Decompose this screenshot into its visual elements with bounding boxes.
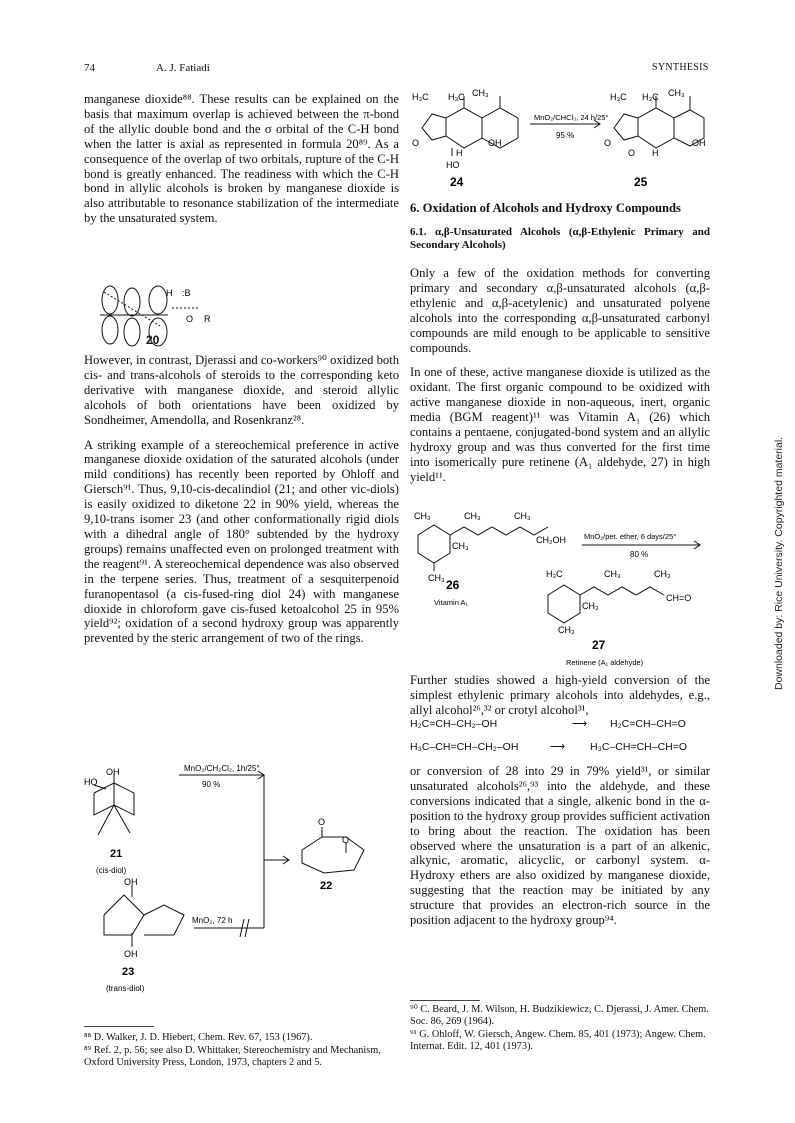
ch2oh-label: CH₂OH bbox=[536, 535, 566, 545]
orbital-diagram-20 bbox=[90, 282, 270, 354]
o-label: O bbox=[604, 138, 612, 148]
ch3-label: CH₃ bbox=[668, 88, 685, 98]
watermark-text: Downloaded by: Rice University. Copyrighted material. bbox=[773, 436, 785, 690]
compound-label-23: 23 bbox=[122, 966, 135, 978]
r-label: R bbox=[204, 314, 211, 324]
ch3-label: CH₃ bbox=[414, 511, 431, 521]
yield-label: 80 % bbox=[630, 550, 649, 559]
section-title: 6. Oxidation of Alcohols and Hydroxy Compounds bbox=[410, 201, 681, 215]
paragraph: manganese dioxide⁸⁸. These results can be explained on the basis that maximum overlap is achieved between the π-bond of the allylic double bond and the σ orbital of the C-H bond when the latter is axial as represented in formula 20⁸⁹. As a consequence of the overlap of two orbitals, rupture of the C-H bond is greatly enhanced. The readiness with which the C-H bond in allylic alcohols is broken by manganese dioxide is also attributable to resonance stabilization of the intermediate by the unsaturated system. bbox=[84, 92, 399, 226]
compound-label-25: 25 bbox=[634, 175, 648, 189]
compound-label-24: 24 bbox=[450, 175, 464, 189]
equation-product: H₃C–CH=CH–CH=O bbox=[590, 741, 688, 753]
yield-label: 90 % bbox=[202, 780, 221, 789]
h-label: H bbox=[456, 148, 463, 158]
reagent-label: MnO₂/CHCl₃, 24 h/25° bbox=[534, 113, 609, 122]
running-author: A. J. Fatiadi bbox=[156, 62, 210, 74]
o-label: O bbox=[318, 817, 326, 827]
h-label: H bbox=[652, 148, 659, 158]
section-heading bbox=[410, 201, 710, 252]
reaction-arrow: ⟶ bbox=[572, 718, 588, 730]
compound-desc-23: (trans-diol) bbox=[106, 984, 145, 993]
subsection-title: 6.1. α,β-Unsaturated Alcohols (α,β-Ethylenic Primary and Secondary Alcohols) bbox=[410, 225, 710, 251]
right-text-top bbox=[410, 266, 710, 495]
ch3-label: CH₃ bbox=[558, 625, 575, 635]
o-label: O bbox=[412, 138, 420, 148]
scheme-26-27 bbox=[408, 505, 713, 695]
h-label: H bbox=[166, 288, 173, 298]
reagent-label: MnO₂/pet. ether, 6 days/25° bbox=[584, 532, 677, 541]
paragraph: However, in contrast, Djerassi and co-workers⁹⁰ oxidized both cis- and trans-alcohols of steroids to the corresponding keto derivative with manganese dioxide, and steroid allylic alcohols of both orientations have been oxidized by Sondheimer, Amendolla, and Rosenkranz²⁸. bbox=[84, 353, 399, 427]
equation-crotyl bbox=[410, 741, 710, 755]
reagent-label: MnO₂, 72 h bbox=[192, 916, 233, 925]
b-label: :B bbox=[182, 288, 191, 298]
ch3-label: CH₃ bbox=[654, 569, 671, 579]
paragraph: Only a few of the oxidation methods for converting primary and secondary α,β-unsaturated alcohols (α,β-ethylenic and α,β-acetylenic) and unsaturated polyene alcohols into the corresponding α,β-unsaturated carbonyl compounds are mild enough to be applicable to sensitive compounds. bbox=[410, 266, 710, 355]
equation-reactant: H₃C–CH=CH–CH₂–OH bbox=[410, 741, 519, 753]
oh-label: OH bbox=[692, 138, 706, 148]
ch3-label: CH₃ bbox=[472, 88, 489, 98]
ch3-label: CH₃ bbox=[464, 511, 481, 521]
ch3-label: CH₃ bbox=[514, 511, 531, 521]
equation-reactant: H₂C=CH–CH₂–OH bbox=[410, 718, 498, 730]
footnote-rule bbox=[410, 1000, 480, 1001]
compound-label-27: 27 bbox=[592, 638, 606, 652]
scheme-24-25 bbox=[412, 88, 712, 190]
journal-name: SYNTHESIS bbox=[652, 62, 709, 73]
compound-label-20: 20 bbox=[146, 333, 160, 347]
compound-label-22: 22 bbox=[320, 880, 333, 892]
compound-desc-21: (cis-diol) bbox=[96, 866, 127, 875]
o-label: O bbox=[628, 148, 636, 158]
footnote-rule bbox=[84, 1026, 154, 1027]
equation-allyl bbox=[410, 718, 710, 732]
footnote-90: ⁹⁰ C. Beard, J. M. Wilson, H. Budzikiewicz, C. Djerassi, J. Amer. Chem. Soc. 86, 269 (1964). bbox=[410, 1004, 709, 1028]
ch3-label: CH₃ bbox=[428, 573, 445, 583]
ch3-label: CH₃ bbox=[452, 541, 469, 551]
ch3-label: CH₃ bbox=[604, 569, 621, 579]
h3c-label: H₃C bbox=[642, 92, 659, 102]
oh-label: OH bbox=[124, 949, 138, 959]
scheme-21-22-23 bbox=[84, 765, 404, 1010]
reaction-arrow: ⟶ bbox=[550, 741, 566, 753]
h3c-label: H₃C bbox=[448, 92, 465, 102]
paragraph: A striking example of a stereochemical preference in active manganese dioxide oxidation of the saturated alcohols (under mild conditions) has recently been reported by Ohloff and Giersch⁹¹. Thus, 9,10-cis-decalindiol (21; and other vic-diols) is easily oxidized to diketone 22 in 90% yield, whereas the 9,10-trans isomer 23 (and other conformationally rigid diols with a dihedral angle of 180° subtended by the hydroxy groups) remains unaffected even on prolonged treatment with the reagent⁹¹. A stereochemical dependence was also observed in the terpene series. Thus, treatment of a sesquiterpenoid furanopentasol (a cis-fused-ring diol 24) with manganese dioxide in chloroform gave cis-fused ketoalcohol 25 in 95% yield⁹²; oxidation of a second hydroxy group was apparently prevented by the steric arrangement of two of the rings. bbox=[84, 437, 399, 646]
footnote-88: ⁸⁸ D. Walker, J. D. Hiebert, Chem. Rev. 67, 153 (1967). bbox=[84, 1032, 313, 1043]
footnote-91: ⁹¹ G. Ohloff, W. Giersch, Angew. Chem. 85, 401 (1973); Angew. Chem. Internat. Edit. 12, 401 (1973). bbox=[410, 1029, 706, 1053]
ho-label: HO bbox=[84, 777, 98, 787]
oh-label: OH bbox=[106, 767, 120, 777]
compound-label-21: 21 bbox=[110, 848, 123, 860]
paragraph: In one of these, active manganese dioxide is utilized as the oxidant. The first organic compound to be oxidized with active manganese dioxide in non-aqueous, inert, organic media (BGM reagent)¹¹ was Vitamin A₁ (26) which contains a pentaene, conjugated-bond system and an allylic hydroxy group and was thus converted for the first time into isomerically pure retinene (A₁ aldehyde, 27) in high yield¹¹. bbox=[410, 365, 710, 484]
footnote-89: ⁸⁹ Ref. 2, p. 56; see also D. Whittaker, Stereochemistry and Mechanism, Oxford University Press, London, 1973, chapters 2 and 5. bbox=[84, 1045, 381, 1069]
paragraph: or conversion of 28 into 29 in 79% yield³¹, or similar unsaturated alcohols²⁶,⁹³ into the aldehyde, and these conversions indicated that a single, alkenic bond in the α-position to the hydroxy group provides sufficient activation to bring about the reaction. The oxidation has been observed where the unsaturation is a part of an alkenic, alkynic, aromatic, alicyclic, or carbonyl system. α-Hydroxy ethers are also oxidized by manganese dioxide, suggesting that the reaction may be initiated by any structure that provides an electron-rich source in the position adjacent to the hydroxy group⁹⁴. bbox=[410, 764, 710, 928]
ho-label: HO bbox=[446, 160, 460, 170]
compound-desc-27: Retinene (A₁ aldehyde) bbox=[566, 658, 644, 667]
oh-label: OH bbox=[488, 138, 502, 148]
paragraph: Further studies showed a high-yield conversion of the simplest ethylenic primary alcohols into aldehydes, e.g., allyl alcohol²⁶,³² or crotyl alcohol³¹, bbox=[410, 673, 710, 717]
ch3-label: CH₃ bbox=[582, 601, 599, 611]
oh-label: OH bbox=[124, 877, 138, 887]
compound-desc-26: Vitamin A₁ bbox=[434, 598, 469, 607]
compound-label-26: 26 bbox=[446, 578, 460, 592]
left-text-top bbox=[84, 92, 399, 236]
page-number: 74 bbox=[84, 62, 95, 74]
yield-label: 95 % bbox=[556, 131, 575, 140]
left-text-middle bbox=[84, 353, 399, 656]
right-text-bottom bbox=[410, 764, 710, 938]
h3c-label: H₃C bbox=[412, 92, 429, 102]
equation-product: H₂C=CH–CH=O bbox=[610, 718, 686, 730]
aldehyde-label: CH=O bbox=[666, 593, 692, 603]
o-label: O bbox=[342, 835, 350, 845]
h3c-label: H₃C bbox=[610, 92, 627, 102]
h3c-label: H₃C bbox=[546, 569, 563, 579]
reagent-label: MnO₂/CH₂Cl₂, 1h/25° bbox=[184, 765, 260, 773]
o-label: O bbox=[186, 314, 194, 324]
